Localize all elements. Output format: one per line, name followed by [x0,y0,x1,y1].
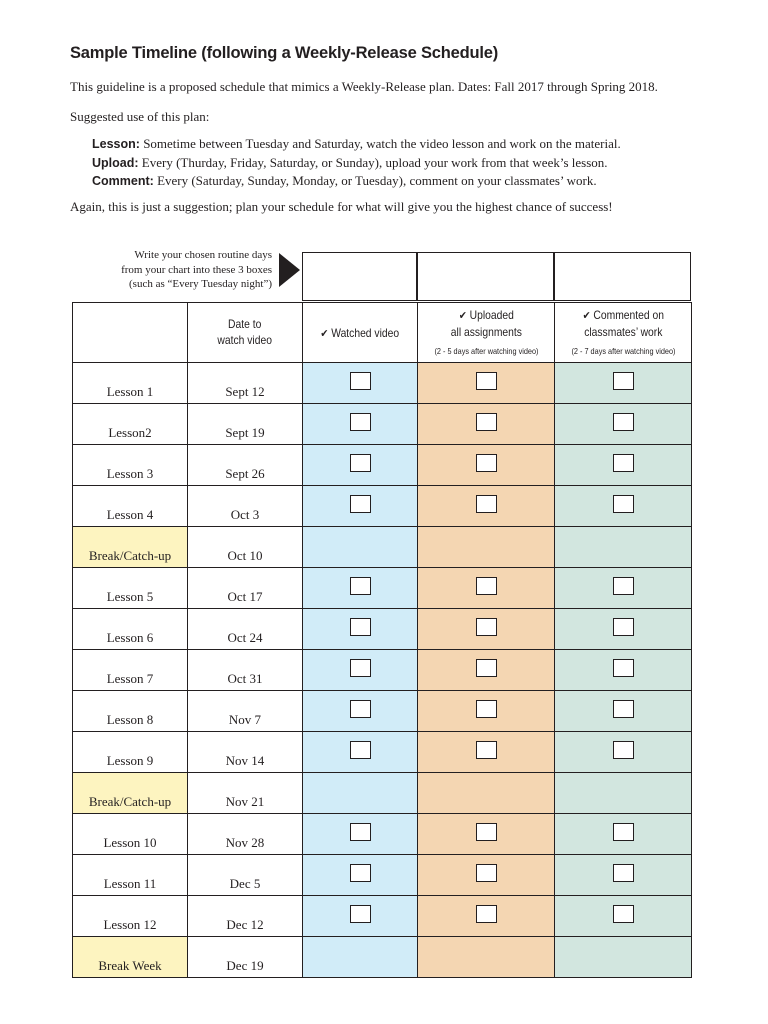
lesson-row [73,609,692,650]
commented-cell [555,650,692,691]
lesson-label: Lesson 1 [106,384,154,399]
header-row [73,303,692,363]
watched-cell [303,937,418,978]
uploaded-cell [418,691,555,732]
commented-cell [555,486,692,527]
watched-checkbox[interactable] [350,372,371,390]
lesson-row [73,650,692,691]
commented-cell [555,363,692,404]
lesson-cell [73,527,188,568]
header-uploaded [418,303,555,363]
lesson-cell [73,650,188,691]
commented-cell [555,896,692,937]
lesson-label: Lesson2 [108,425,152,440]
uploaded-checkbox[interactable] [476,659,497,677]
commented-cell [555,732,692,773]
watched-cell [303,445,418,486]
watched-cell [303,363,418,404]
lesson-row [73,691,692,732]
commented-checkbox[interactable] [613,495,634,513]
commented-cell [555,527,692,568]
uploaded-checkbox[interactable] [476,454,497,472]
lesson-cell [73,855,188,896]
watched-checkbox[interactable] [350,659,371,677]
commented-cell [555,855,692,896]
lesson-label: Break/Catch-up [88,548,172,563]
date-cell [188,773,303,814]
break-row [73,773,692,814]
check-icon: ✔ [320,327,329,340]
uploaded-cell [418,363,555,404]
uploaded-cell [418,609,555,650]
usage-text: Every (Thurday, Friday, Saturday, or Sunday), upload your work from that week’s lesson. [138,154,608,170]
lesson-row [73,363,692,404]
header-watched [303,303,418,363]
lesson-cell [73,814,188,855]
uploaded-cell [418,896,555,937]
watched-cell [303,814,418,855]
lesson-cell [73,732,188,773]
date-label: Nov 21 [225,794,265,809]
header-uploaded-sub: (2 - 5 days after watching video) [433,345,539,356]
uploaded-cell [418,650,555,691]
lesson-label: Lesson 7 [106,671,154,686]
lesson-row [73,568,692,609]
lesson-label: Lesson 5 [106,589,154,604]
lesson-row [73,445,692,486]
watched-checkbox[interactable] [350,823,371,841]
uploaded-cell [418,404,555,445]
header-commented-sub: (2 - 7 days after watching video) [570,345,676,356]
watched-cell [303,691,418,732]
lesson-cell [73,568,188,609]
date-label: Oct 10 [227,548,263,563]
lesson-row [73,404,692,445]
date-cell [188,404,303,445]
usage-upload [92,154,621,173]
lesson-label: Lesson 3 [106,466,154,481]
usage-comment [92,172,621,191]
date-cell [188,445,303,486]
uploaded-checkbox[interactable] [476,413,497,431]
date-cell [188,363,303,404]
lesson-cell [73,773,188,814]
commented-checkbox[interactable] [613,454,634,472]
lesson-cell [73,609,188,650]
watched-checkbox[interactable] [350,864,371,882]
watched-checkbox[interactable] [350,741,371,759]
commented-cell [555,404,692,445]
watched-cell [303,609,418,650]
commented-checkbox[interactable] [613,618,634,636]
break-row [73,937,692,978]
header-commented-line: Commented on [593,307,664,322]
date-cell [188,896,303,937]
commented-checkbox[interactable] [613,413,634,431]
header-date [188,303,303,363]
usage-text: Sometime between Tuesday and Saturday, watch the video lesson and work on the material. [139,136,621,151]
suggested-use-heading: Suggested use of this plan: [70,109,210,124]
watched-cell [303,896,418,937]
usage-label: Lesson: [92,137,140,151]
commented-cell [555,937,692,978]
uploaded-checkbox[interactable] [476,577,497,595]
page-title: Sample Timeline (following a Weekly-Release Schedule) [70,44,499,62]
date-label: Oct 17 [227,589,263,604]
lesson-label: Lesson 6 [106,630,154,645]
lesson-label: Lesson 10 [103,835,157,850]
header-uploaded-line: Uploaded [469,307,514,322]
uploaded-checkbox[interactable] [476,495,497,513]
break-row [73,527,692,568]
header-uploaded-line: all assignments [450,324,522,339]
lesson-cell [73,937,188,978]
uploaded-checkbox[interactable] [476,372,497,390]
schedule-body [73,363,692,978]
lesson-row [73,486,692,527]
header-watched-label: Watched video [331,325,400,340]
lesson-row [73,855,692,896]
usage-lesson [92,135,621,154]
lesson-label: Lesson 8 [106,712,154,727]
uploaded-cell [418,855,555,896]
lesson-cell [73,363,188,404]
lesson-label: Break Week [98,958,162,973]
uploaded-checkbox[interactable] [476,700,497,718]
date-cell [188,732,303,773]
commented-checkbox[interactable] [613,905,634,923]
watched-cell [303,486,418,527]
uploaded-checkbox[interactable] [476,823,497,841]
commented-cell [555,609,692,650]
date-label: Dec 5 [229,876,261,891]
routine-input-uploaded[interactable] [416,252,555,301]
date-label: Nov 14 [225,753,265,768]
commented-checkbox[interactable] [613,823,634,841]
uploaded-checkbox[interactable] [476,741,497,759]
date-label: Oct 3 [230,507,260,522]
check-icon: ✔ [458,309,467,322]
uploaded-cell [418,527,555,568]
lesson-label: Break/Catch-up [88,794,172,809]
watched-cell [303,650,418,691]
uploaded-cell [418,568,555,609]
commented-checkbox[interactable] [613,741,634,759]
date-label: Oct 24 [227,630,263,645]
commented-cell [555,568,692,609]
commented-cell [555,814,692,855]
lesson-label: Lesson 12 [103,917,157,932]
arrow-right-icon [279,253,300,287]
lesson-cell [73,691,188,732]
date-label: Nov 7 [228,712,262,727]
schedule-table [72,302,692,978]
watched-cell [303,568,418,609]
date-label: Sept 12 [225,384,265,399]
lesson-row [73,896,692,937]
uploaded-cell [418,445,555,486]
uploaded-checkbox[interactable] [476,864,497,882]
routine-input-watched[interactable] [302,252,418,301]
watched-cell [303,855,418,896]
header-commented-line: classmates’ work [583,324,663,339]
usage-label: Upload: [92,155,139,170]
date-label: Oct 31 [227,671,263,686]
date-cell [188,937,303,978]
intro-text: This guideline is a proposed schedule that mimics a Weekly-Release plan. Dates: Fall 2017 through Spring 2018. [70,79,658,94]
usage-text: Every (Saturday, Sunday, Monday, or Tuesday), comment on your classmates’ work. [153,173,597,188]
commented-cell [555,691,692,732]
header-lesson [73,303,188,363]
uploaded-cell [418,773,555,814]
uploaded-cell [418,732,555,773]
date-label: Dec 12 [226,917,264,932]
lesson-row [73,814,692,855]
date-label: Dec 19 [226,958,264,973]
watched-checkbox[interactable] [350,577,371,595]
watched-cell [303,404,418,445]
commented-checkbox[interactable] [613,372,634,390]
watched-cell [303,732,418,773]
date-cell [188,609,303,650]
date-cell [188,568,303,609]
commented-cell [555,773,692,814]
header-date-line: watch video [217,333,273,347]
lesson-row [73,732,692,773]
commented-cell [555,445,692,486]
commented-checkbox[interactable] [613,700,634,718]
header-date-line: Date to [228,317,262,331]
commented-checkbox[interactable] [613,864,634,882]
lesson-cell [73,404,188,445]
usage-label: Comment: [92,174,154,188]
routine-note [72,248,272,292]
uploaded-checkbox[interactable] [476,618,497,636]
routine-note-line: from your chart into these 3 boxes [121,263,272,276]
watched-checkbox[interactable] [350,413,371,431]
check-icon: ✔ [582,309,591,322]
commented-checkbox[interactable] [613,577,634,595]
watched-checkbox[interactable] [350,454,371,472]
again-text: Again, this is just a suggestion; plan your schedule for what will give you the highest chance of success! [70,199,613,214]
usage-list [92,135,621,191]
date-label: Sept 19 [225,425,265,440]
watched-checkbox[interactable] [350,905,371,923]
lesson-cell [73,445,188,486]
date-cell [188,527,303,568]
watched-checkbox[interactable] [350,618,371,636]
date-cell [188,650,303,691]
watched-cell [303,773,418,814]
uploaded-checkbox[interactable] [476,905,497,923]
uploaded-cell [418,937,555,978]
routine-note-line: (such as “Every Tuesday night”) [129,278,272,290]
lesson-cell [73,486,188,527]
routine-input-commented[interactable] [553,252,691,301]
date-cell [188,814,303,855]
watched-cell [303,527,418,568]
date-label: Sept 26 [225,466,265,481]
commented-checkbox[interactable] [613,659,634,677]
routine-note-line: Write your chosen routine days [134,249,272,261]
uploaded-cell [418,814,555,855]
watched-checkbox[interactable] [350,495,371,513]
lesson-cell [73,896,188,937]
header-commented [555,303,692,363]
lesson-label: Lesson 4 [106,507,154,522]
lesson-label: Lesson 9 [106,753,154,768]
lesson-label: Lesson 11 [103,876,157,891]
uploaded-cell [418,486,555,527]
date-cell [188,691,303,732]
date-cell [188,855,303,896]
date-label: Nov 28 [225,835,265,850]
watched-checkbox[interactable] [350,700,371,718]
date-cell [188,486,303,527]
